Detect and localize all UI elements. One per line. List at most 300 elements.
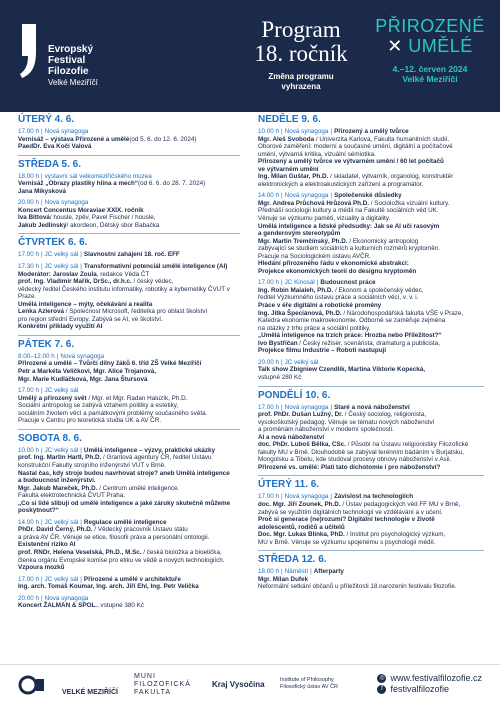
separator: |: [41, 594, 43, 602]
event-line: [258, 260, 484, 268]
event-detail: Přednáší sociologii kultury a médií na Fakultě sociálních věd UK.: [258, 207, 439, 215]
program-item: [18, 387, 240, 425]
speaker-or-title: Vernisáž – výstava Přirozené a umělé: [18, 135, 130, 143]
event-line: [258, 317, 484, 325]
event-line: [18, 323, 240, 331]
event-time: 8.00–12.00 h: [18, 352, 55, 360]
time-slot: [18, 251, 240, 259]
speaker-or-title: Talk show Zbigniew Czendlik, Martina Viktorie Kopecká,: [258, 366, 426, 374]
event-line: [258, 143, 484, 151]
speaker-or-title: Jakub Jedlinský: [18, 221, 67, 229]
event-detail: MU v Brně. Věnuje se výzkumu spojenému s psychologií médií.: [258, 538, 436, 546]
globe-icon: ◎: [379, 675, 385, 681]
event-line: [18, 368, 240, 376]
event-detail: sociálním životem věcí a památkovými problémy současného světa.: [18, 409, 208, 417]
speaker-or-title: PaedDr. Eva Kočí Valová: [18, 143, 92, 151]
separator: |: [41, 128, 43, 135]
event-line: [18, 180, 240, 188]
program-item: [258, 279, 484, 354]
event-time: 17.00 h: [258, 493, 280, 501]
event-line: [18, 395, 240, 403]
event-line: [18, 222, 240, 230]
separator: |: [330, 128, 333, 135]
speaker-or-title: doc. Mgr. Jiří Zounek, Ph.D.: [258, 500, 341, 508]
event-line: [18, 188, 240, 196]
separator: |: [330, 403, 333, 411]
event-line: [258, 366, 484, 374]
logo-line: Festival: [48, 55, 86, 66]
divider: [18, 429, 240, 430]
time-slot: [18, 199, 240, 207]
event-line: [258, 181, 484, 189]
event-topic: Závislost na technologiích: [334, 493, 414, 501]
website-link[interactable]: [377, 673, 482, 684]
event-topic: Staré a nová náboženství: [334, 403, 410, 411]
program-item: [258, 404, 484, 472]
separator: |: [80, 446, 82, 454]
event-detail: konstrukční Fakulty strojního inženýrství VUT v Brně.: [18, 461, 166, 469]
event-detail: Mongolsku a Tibetu, kde studoval procesy obnovy náboženství v Asii.: [258, 456, 452, 464]
event-venue: Nová synagoga: [284, 192, 329, 200]
program-item: [18, 128, 240, 151]
event-topic: Slavnostní zahájení 18. roč. EFF: [83, 251, 180, 259]
separator: |: [281, 493, 283, 501]
event-line: [258, 509, 484, 517]
event-line: [258, 347, 484, 355]
speaker-or-title: Mgr. Martin Tremčínský, Ph.D.: [258, 237, 348, 245]
speaker-or-title: Lenka Azlerová: [18, 308, 64, 316]
divider: [258, 550, 484, 551]
partner-logo-mark: [18, 675, 46, 698]
event-line: [258, 166, 484, 174]
festival-theme: [370, 16, 490, 84]
event-detail: Oborové zaměření: moderní a současné umění, digitální a počítačové: [258, 143, 453, 151]
time-slot: [258, 568, 484, 576]
event-line: [258, 374, 484, 382]
event-topic: Regulace umělé inteligence: [83, 518, 167, 526]
separator: |: [281, 279, 283, 287]
event-line: [258, 310, 484, 318]
separator: |: [281, 128, 283, 135]
time-slot: [258, 404, 484, 412]
separator: |: [281, 192, 283, 200]
separator: |: [80, 518, 82, 526]
program-item: [258, 359, 484, 382]
event-time: 20.00 h: [18, 199, 40, 207]
event-line: [258, 245, 484, 253]
event-line: [258, 340, 484, 348]
event-detail: / Mgr. et Mgr. Radan Haluzík, Ph.D.: [86, 394, 188, 402]
event-line: [18, 564, 240, 572]
day-heading: STŘEDA 12. 6.: [258, 554, 327, 566]
festival-logo: [18, 18, 158, 98]
event-line: [18, 485, 240, 493]
quote-mark-icon: [18, 22, 44, 80]
header-banner: [0, 0, 500, 112]
event-detail: zabývá se využitím digitálních technologií ve vzdělávání a v učení.: [258, 508, 443, 516]
event-line: [18, 602, 240, 610]
speaker-or-title: prof. Ing. Martin Hartl, Ph.D.: [18, 454, 102, 462]
separator: |: [281, 568, 283, 576]
program-item: [18, 199, 240, 229]
separator: |: [80, 575, 82, 583]
event-detail: a práva AV ČR. Věnuje se etice, filosofii práva a personální ontologii.: [18, 533, 210, 541]
event-detail: / Český režisér, scenárista, dramaturg a publicista,: [297, 339, 440, 347]
event-venue: Náměstí: [284, 568, 309, 576]
cross-icon: ✕: [387, 36, 403, 56]
event-detail: / Institut pro psychologický výzkum,: [344, 531, 446, 539]
logo-text: [48, 44, 98, 88]
facebook-link[interactable]: [377, 684, 482, 695]
event-line: [258, 173, 484, 181]
event-time: 10.00 h: [18, 446, 40, 454]
event-line: [258, 223, 484, 231]
event-venue: JC velký sál: [44, 446, 79, 454]
event-detail: vstupné 280 Kč: [258, 373, 302, 381]
event-detail: / Centrum umělé inteligence.: [97, 484, 180, 492]
event-detail: Fakulta elektrotechnická ČVUT Praha.: [18, 492, 125, 500]
time-slot: [258, 279, 484, 287]
time-slot: [18, 128, 240, 136]
event-line: [18, 271, 240, 279]
event-detail: / český vědec,: [131, 278, 174, 286]
event-line: [258, 464, 484, 472]
program-note: Změna programu: [268, 72, 334, 81]
event-time: 18.00 h: [258, 568, 280, 576]
event-line: [258, 158, 484, 166]
partner-line: FAKULTA: [134, 689, 172, 696]
event-line: [258, 583, 484, 591]
event-line: [18, 462, 240, 470]
event-time: 17.30 h: [18, 263, 40, 271]
event-detail: vědecký ředitel Českého institutu informatiky, robotiky a kybernetiky ČVUT v Praze.: [18, 285, 230, 301]
divider: [18, 335, 240, 336]
logo-line: Filozofie: [48, 66, 89, 77]
event-detail: (od 6. 6. do 28. 7. 2024): [138, 180, 206, 188]
event-line: [18, 376, 240, 384]
day-heading: NEDĚLE 9. 6.: [258, 114, 321, 125]
speaker-or-title: Petr a Markéta Veličkovi, Mgr. Alice Trojanová,: [18, 368, 157, 376]
program-item: [18, 595, 240, 610]
event-topic: Budoucnost práce: [320, 279, 376, 287]
event-line: [258, 516, 484, 524]
event-venue: Nová synagoga: [284, 128, 329, 135]
speaker-or-title: Koncert Concentus Moraviae XXIX. ročník: [18, 206, 144, 214]
partner-line: MUNI: [134, 673, 156, 680]
event-detail: Pracuje na Sociologickém ústavu AVČR.: [258, 252, 371, 260]
event-detail: , vstupné 380 Kč: [97, 602, 144, 610]
divider: [258, 386, 484, 387]
event-line: [18, 301, 240, 309]
event-detail: / akordeon, Dětský sbor Babačka: [66, 221, 160, 229]
speaker-or-title: Práce v éře digitální a robotické proměny: [258, 302, 382, 310]
separator: |: [310, 568, 312, 576]
speaker-or-title: Umělá inteligence – mýty, očekávání a realita: [18, 300, 153, 308]
event-line: [18, 454, 240, 462]
event-line: [258, 325, 484, 333]
program-item: [258, 192, 484, 275]
event-detail: / Působí na Ústavu religionistiky Filozofické: [345, 441, 469, 449]
event-detail: umění, výtvarná kritika, vizuální sémiotika.: [258, 150, 376, 158]
event-detail: Věnuje se výzkumu paměti, vizuality a digitality.: [258, 215, 391, 223]
event-detail: Katedra ekonomie makroekonomie. Odborně se zaměřuje zejména: [258, 317, 446, 325]
event-detail: / Společnost Microsoft, ředitelka pro oblast školství: [63, 308, 208, 316]
partner-velke-mezirici: VELKÉ MEZIŘÍČÍ: [62, 689, 119, 696]
program-note: vyhrazena: [281, 82, 321, 91]
event-detail: / Český sociolog, religionista,: [343, 411, 426, 419]
speaker-or-title: Ivo Bystřičan: [258, 339, 298, 347]
event-detail: / Univerzita Karlova, Fakulta humanitních studií.: [314, 135, 450, 143]
event-detail: / Národohospodářská fakulta VŠE v Praze,: [341, 309, 464, 317]
event-line: [18, 583, 240, 591]
separator: |: [41, 387, 43, 395]
event-detail: Neformální setkání občanů u příležitosti 18.narozenin festivalu filozofie.: [258, 583, 457, 591]
event-line: [258, 253, 484, 261]
day-heading: ČTVRTEK 6. 6.: [18, 237, 88, 249]
speaker-or-title: Doc. Mgr. Lukas Blinka, PhD.: [258, 531, 345, 539]
partner-institute: [280, 677, 338, 691]
event-venue: Nová synagoga: [44, 128, 89, 135]
speaker-or-title: prof. Ing. Vladimír Mařík, DrSc., dr.h.c.: [18, 278, 132, 286]
partner-line: Filosofický ústav AV ČR: [280, 684, 338, 690]
logo-line: Evropský: [48, 44, 94, 55]
program-item: [18, 576, 240, 591]
event-detail: Sociální antropolog se zabývá vztahem politiky a estetiky,: [18, 402, 179, 410]
divider: [18, 155, 240, 156]
event-detail: vysokoškolský pedagog. Věnuje se tématu nových náboženství: [258, 418, 435, 426]
event-line: [18, 470, 240, 478]
time-slot: [18, 173, 240, 181]
speaker-or-title: Umělá inteligence a lidské předsudky: Jak se AI učí rasovým: [258, 222, 440, 230]
speaker-or-title: Ing. Robin Maialeh, Ph.D.: [258, 286, 334, 294]
footer-partners: [0, 664, 500, 704]
event-detail: / Vědecký pracovník Ústavu státu: [92, 526, 188, 534]
speaker-or-title: Mgr. Jakub Mareček, Ph.D.: [18, 484, 98, 492]
event-line: [18, 557, 240, 565]
speaker-or-title: Vzpoura mozků: [18, 564, 65, 572]
event-line: [18, 143, 240, 151]
program-item: [18, 263, 240, 331]
speaker-or-title: Nastal čas, kdy stroje budou navrhovat stroje? aneb Umělá inteligence: [18, 469, 230, 477]
speaker-or-title: ve výtvarném umění: [258, 165, 319, 173]
event-line: [258, 287, 484, 295]
separator: |: [41, 172, 43, 180]
speaker-or-title: Mgr. Marie Kudláčková, Mgr. Jana Štursová: [18, 375, 148, 383]
event-venue: Nová synagoga: [60, 352, 105, 360]
event-detail: / skladatel, výtvarník, organolog, konstruktér: [328, 173, 454, 181]
speaker-or-title: a budoucnost inženýrství.: [18, 477, 96, 485]
program-item: [18, 447, 240, 515]
separator: |: [80, 251, 82, 259]
program-column-left: [18, 114, 240, 614]
event-detail: ředitel Výzkumného ústavu práce a sociálních věcí, v. v. i.: [258, 294, 419, 302]
day-heading: SOBOTA 8. 6.: [18, 432, 82, 444]
speaker-or-title: Iva Bittová: [18, 214, 50, 222]
event-line: [18, 402, 240, 410]
speaker-or-title: Projekce ekonomických teorií do designu kryptoměn: [258, 267, 417, 275]
event-venue: JC velký sál: [284, 358, 319, 366]
event-time: 10.00 h: [258, 128, 280, 135]
event-line: [18, 534, 240, 542]
partner-line: FILOZOFICKÁ: [134, 681, 191, 688]
speaker-or-title: Existenční riziko AI: [18, 541, 76, 549]
event-line: [258, 449, 484, 457]
separator: |: [316, 279, 319, 287]
program-item: [258, 568, 484, 591]
event-detail: (od 5. 6. do 12. 6. 2024): [129, 135, 197, 143]
event-detail: Pracuje v Centru pro teoretická studia UK a AV ČR.: [18, 417, 162, 425]
event-detail: / Socioložka vizuální kultury.: [369, 199, 450, 207]
event-detail: , redakce Věda ČT: [96, 270, 150, 278]
speaker-or-title: Moderátor: Jaroslav Zoula: [18, 270, 97, 278]
separator: |: [330, 493, 333, 501]
logo-place: Velké Meziříčí: [48, 78, 98, 87]
day-heading: PÁTEK 7. 6.: [18, 338, 75, 350]
event-time: 18.00 h: [18, 172, 40, 180]
event-topic: Afterparty: [313, 568, 344, 576]
event-time: 17.00 h: [18, 387, 40, 395]
speaker-or-title: Proč si generace (ne)rozumí? Digitální technologie v životě: [258, 516, 435, 524]
separator: |: [281, 403, 283, 411]
event-venue: Nová synagoga: [284, 403, 329, 411]
event-detail: / Ekonom a společenský vědec,: [333, 286, 424, 294]
event-line: [258, 215, 484, 223]
program-item: [258, 128, 484, 188]
speaker-or-title: Mgr. Andrea Průchová Hrůzová Ph.D.: [258, 199, 370, 207]
speaker-or-title: Přirozený a umělý tvůrce ve výtvarném umění / 60 let počítačů: [258, 158, 444, 166]
event-venue: Nová synagoga: [44, 199, 89, 207]
event-topic: Společenské důsledky: [334, 192, 402, 200]
theme-line-artificial: [370, 36, 490, 56]
program-title: Program: [261, 17, 341, 42]
day-heading: ÚTERÝ 4. 6.: [18, 114, 75, 125]
program-item: [258, 493, 484, 546]
event-time: 20.00 h: [18, 594, 40, 602]
event-line: [258, 302, 484, 310]
event-detail: / Ekonomický antropolog: [347, 237, 419, 245]
event-line: [18, 541, 240, 549]
time-slot: [18, 387, 240, 395]
event-line: [258, 441, 484, 449]
event-line: [18, 214, 240, 222]
speaker-or-title: prof. PhDr. Dušan Lužný, Dr.: [258, 411, 344, 419]
program-item: [18, 251, 240, 259]
separator: |: [41, 251, 43, 259]
time-slot: [258, 359, 484, 367]
program-year: 18. ročník: [254, 41, 348, 66]
event-detail: členka orgánu Evropské komise pro etiku ve vědě a nových technologiích.: [18, 556, 225, 564]
program-column-right: [258, 114, 484, 595]
speaker-or-title: PhDr. David Černý, Ph.D.: [18, 526, 93, 534]
event-detail: / česká bioložka a bioetička,: [141, 548, 222, 556]
theme-word-natural: PŘIROZENÉ: [375, 16, 485, 36]
separator: |: [41, 263, 43, 271]
time-slot: [18, 576, 240, 584]
separator: |: [56, 352, 59, 360]
event-detail: pro region střední Evropy. Zabývá se AI, ve školství.: [18, 315, 163, 323]
separator: |: [41, 575, 43, 583]
speaker-or-title: Přirozené a umělé – Tvůrčí dílny žáků 6. tříd ZŠ Velké Meziříčí: [18, 360, 202, 368]
speaker-or-title: Jana Mikysková: [18, 187, 66, 195]
event-line: [258, 207, 484, 215]
event-detail: fakulty MU v Brně. Dlouhodobě se zabýval terénním bádáním v Burjatsku,: [258, 448, 465, 456]
event-line: [18, 136, 240, 144]
speaker-or-title: adolescentů, rodičů a učitelů: [258, 523, 345, 531]
program-title-block: [236, 18, 366, 92]
speaker-or-title: poskytnout?“: [18, 507, 59, 515]
event-detail: / Ústav pedagogických věd FF MU v Brně,: [340, 500, 461, 508]
event-line: [258, 411, 484, 419]
speaker-or-title: Konkrétní příklady využití AI: [18, 323, 103, 331]
event-detail: zabývající se studiem sociálních a kulturních rozměrů kryptoměn.: [258, 245, 440, 253]
event-line: [258, 136, 484, 144]
program-item: [18, 173, 240, 196]
event-venue: JC velký sál: [44, 518, 79, 526]
event-detail: a proměnám náboženství v moderní společnosti.: [258, 426, 394, 434]
event-line: [258, 501, 484, 509]
separator: |: [41, 446, 43, 454]
speaker-or-title: Vernisáž „Obrazy plastiky hlína a mech“: [18, 180, 139, 188]
speaker-or-title: doc. PhDr. Luboš Bělka, CSc.: [258, 441, 346, 449]
partner-kraj-vysocina: Kraj Vysočina: [212, 680, 265, 689]
event-topic: Umělá inteligence – výzvy, praktické ukázky: [83, 446, 216, 454]
separator: |: [41, 199, 43, 207]
event-line: [18, 549, 240, 557]
event-topic: Přirozený a umělý tvůrce: [334, 128, 409, 135]
speaker-or-title: prof. RNDr. Helena Veselská, Ph.D., M.Sc.: [18, 548, 142, 556]
facebook-text: festivalfilozofie: [390, 684, 449, 694]
time-slot: [258, 192, 484, 200]
event-line: [18, 477, 240, 485]
separator: |: [80, 263, 82, 271]
event-line: [18, 308, 240, 316]
event-line: [18, 360, 240, 368]
event-venue: výstavní sál velkomeziříčského muzea: [44, 172, 152, 180]
separator: |: [41, 518, 43, 526]
speaker-or-title: „Co si lidé slibují od umělé inteligence a jaké záruky skutečně můžeme: [18, 499, 231, 507]
event-time: 14.00 h: [258, 192, 280, 200]
partner-line: Institute of Philosophy: [280, 677, 334, 683]
event-line: [258, 268, 484, 276]
program-item: [18, 519, 240, 572]
event-line: [258, 419, 484, 427]
website-text: www.festivalfilozofie.cz: [390, 673, 482, 683]
speaker-or-title: Koncert ŽALMAN & SPOL.: [18, 602, 98, 610]
event-topic: Přirozené a umělé v architektuře: [83, 575, 181, 583]
festival-dates: 4.–12. červen 2024: [392, 64, 468, 74]
event-line: [18, 417, 240, 425]
divider: [258, 475, 484, 476]
event-detail: / housle, zpěv, Pavel Fischer / housle,: [49, 214, 156, 222]
speaker-or-title: Ing. Milan Guštar, Ph.D.: [258, 173, 329, 181]
event-detail: elektronických a elektroakustických zařízení a programátor.: [258, 180, 424, 188]
event-detail: / Grantová agentury ČR, ředitel Ústavu: [101, 454, 212, 462]
event-line: [18, 526, 240, 534]
event-time: 17.00 h: [18, 128, 40, 135]
theme-word-artificial: UMĚLÉ: [408, 36, 473, 56]
event-venue: JC Kinosál: [284, 279, 315, 287]
event-detail: na otázky z trhu práce a sociální politiky.: [258, 324, 371, 332]
event-venue: Nová synagoga: [284, 493, 329, 501]
event-venue: JC velký sál: [44, 575, 79, 583]
event-line: [258, 531, 484, 539]
speaker-or-title: „Umělá inteligence na trzích práce: Hrozba nebo Příležitost?“: [258, 332, 442, 340]
event-venue: JC velký sál: [44, 263, 79, 271]
event-line: [18, 286, 240, 301]
time-slot: [258, 493, 484, 501]
event-venue: JC velký sál: [44, 251, 79, 259]
event-time: 17.00 h: [258, 403, 280, 411]
